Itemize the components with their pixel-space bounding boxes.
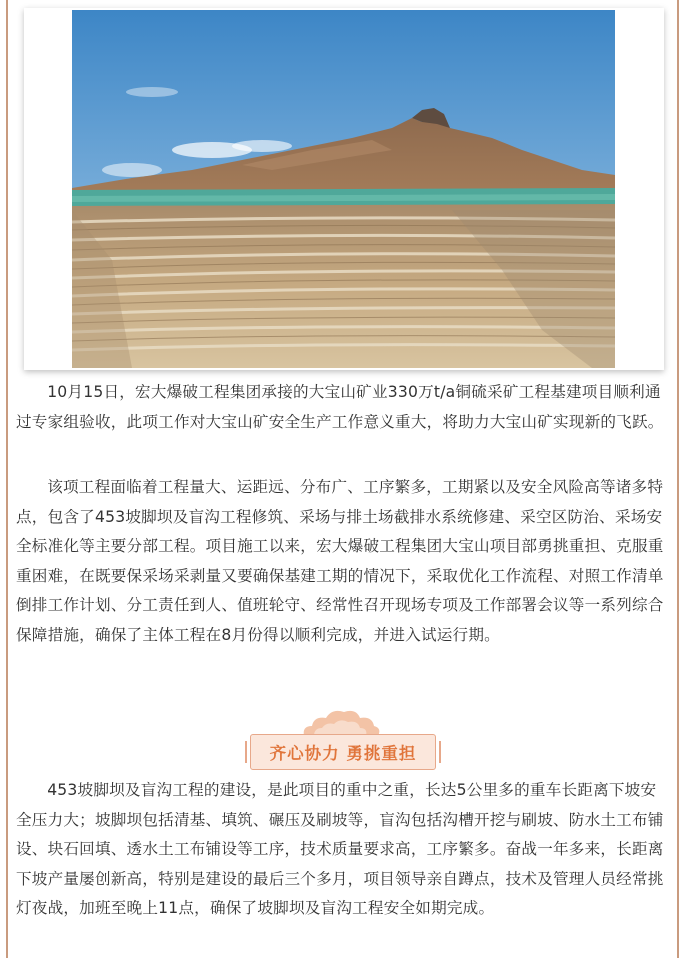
mine-photo	[72, 10, 615, 368]
open-pit-mine-image	[72, 10, 615, 368]
section-heading: 齐心协力 勇挑重担	[250, 734, 436, 770]
paragraph-3: 453坡脚坝及盲沟工程的建设，是此项目的重中之重，长达5公里多的重车长距离下坡安全压力大；坡脚坝包括清基、填筑、碾压及刷坡等，盲沟包括沟槽开挖与刷坡、防水土工布铺设、块石回填、透水土工布铺设等工序，技术质量要求高，工序繁多。奋战一年多来，长距离下坡产量屡创新高，特别是建设的最后三个多月，项目领导亲自蹲点，技术及管理人员经常挑灯夜战，加班至晚上11点，确保了坡脚坝及盲沟工程安全如期完成。	[16, 781, 664, 917]
photo-card	[24, 8, 664, 370]
section-heading-block	[250, 706, 440, 770]
paragraph-2: 该项工程面临着工程量大、运距远、分布广、工序繁多，工期紧以及安全风险高等诸多特点，包含了453坡脚坝及盲沟工程修筑、采场与排土场截排水系统修建、采空区防治、采场安全标准化等主要分部工程。项目施工以来，宏大爆破工程集团大宝山项目部勇挑重担、克服重重困难，在既要保采场采剥量又要确保基建工期的情况下，采取优化工作流程、对照工作清单倒排工作计划、分工责任到人、值班轮守、经常性召开现场专项及工作部署会议等一系列综合保障措施，确保了主体工程在8月份得以顺利完成，并进入试运行期。	[16, 478, 664, 644]
paragraph-1: 10月15日，宏大爆破工程集团承接的大宝山矿业330万t/a铜硫采矿工程基建项目顺利通过专家组验收，此项工作对大宝山矿安全生产工作意义重大，将助力大宝山矿实现新的飞跃。	[16, 383, 664, 431]
